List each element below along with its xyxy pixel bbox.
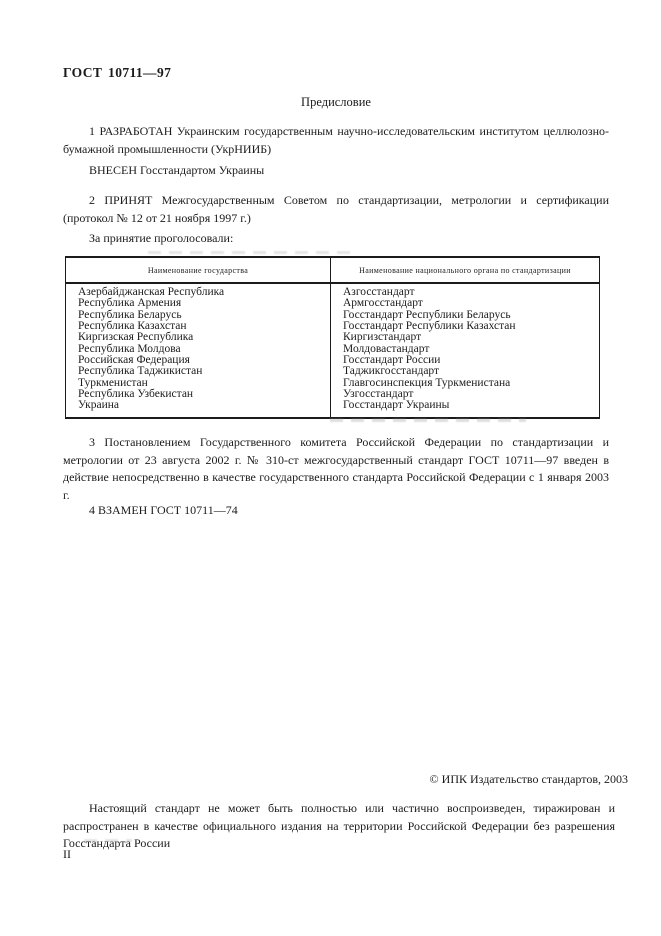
table-cell-state: Республика Казахстан (78, 320, 187, 333)
table-cell-body: Госстандарт Республики Беларусь (343, 308, 511, 321)
vote-intro: За принятие проголосовали: (89, 231, 234, 245)
table-cell-state: Российская Федерация (78, 354, 190, 367)
page-number: II (63, 847, 71, 861)
vote-table-body (66, 284, 599, 417)
vote-table (65, 256, 600, 419)
table-cell-state: Республика Узбекистан (78, 388, 194, 401)
clause-accepted: 2 ПРИНЯТ Межгосударственным Советом по стандартизации, метрологии и сертификации (протокол № 12 от 21 ноября 1997 г.) (63, 193, 609, 225)
table-cell-state: Туркменистан (78, 376, 148, 389)
table-cell-body: Госстандарт Украины (343, 399, 450, 412)
table-cell-body: Киргизстандарт (343, 331, 422, 344)
table-cell-state: Республика Таджикистан (78, 365, 203, 378)
table-cell-state: Азербайджанская Республика (78, 286, 225, 298)
clause-replaces: 4 ВЗАМЕН ГОСТ 10711—74 (89, 503, 238, 517)
table-header-state: Наименование государства (66, 258, 331, 282)
doc-code: ГОСТ 10711—97 (63, 65, 172, 80)
table-column-states (66, 284, 331, 417)
table-cell-body: Молдовастандарт (343, 342, 430, 355)
reproduction-notice: Настоящий стандарт не может быть полностью или частично воспроизведен, тиражирован и распространен в качестве официального издания на территории Российской Федерации без разрешения Госстандарта России (63, 801, 615, 850)
scan-artifact (148, 251, 358, 254)
table-cell-body: Госстандарт России (343, 354, 441, 367)
table-cell-body: Таджикгосстандарт (343, 365, 440, 378)
table-cell-state: Украина (78, 399, 119, 412)
table-cell-state: Республика Молдова (78, 342, 181, 355)
preface-title: Предисловие (301, 95, 371, 109)
table-header-body: Наименование национального органа по стандартизации (359, 266, 571, 275)
clause-resolution: 3 Постановлением Государственного комитета Российской Федерации по стандартизации и метрологии от 23 августа 2002 г. № 310-ст межгосударственный стандарт ГОСТ 10711—97 введен в действие непосредственно в качестве государственного стандарта Российской Федерации с 1 января 2003 г. (63, 435, 609, 502)
vote-table-header-row (66, 258, 599, 284)
table-cell-state: Киргизская Республика (78, 331, 194, 344)
table-column-bodies (331, 284, 599, 417)
clause-submitted: ВНЕСЕН Госстандартом Украины (89, 163, 265, 177)
table-cell-body: Азгосстандарт (343, 286, 415, 298)
table-cell-body: Главгосинспекция Туркменистана (343, 376, 511, 389)
copyright-line: © ИПК Издательство стандартов, 2003 (429, 772, 628, 786)
table-cell-body: Госстандарт Республики Казахстан (343, 320, 516, 333)
clause-developed: 1 РАЗРАБОТАН Украинским государственным научно-исследовательским институтом целлюлозно-бумажной промышленности (УкрНИИБ) (63, 124, 609, 156)
table-cell-body: Армгосстандарт (343, 297, 423, 310)
table-cell-body: Узгосстандарт (343, 388, 414, 401)
table-cell-state: Республика Армения (78, 297, 182, 310)
table-cell-state: Республика Беларусь (78, 308, 182, 321)
